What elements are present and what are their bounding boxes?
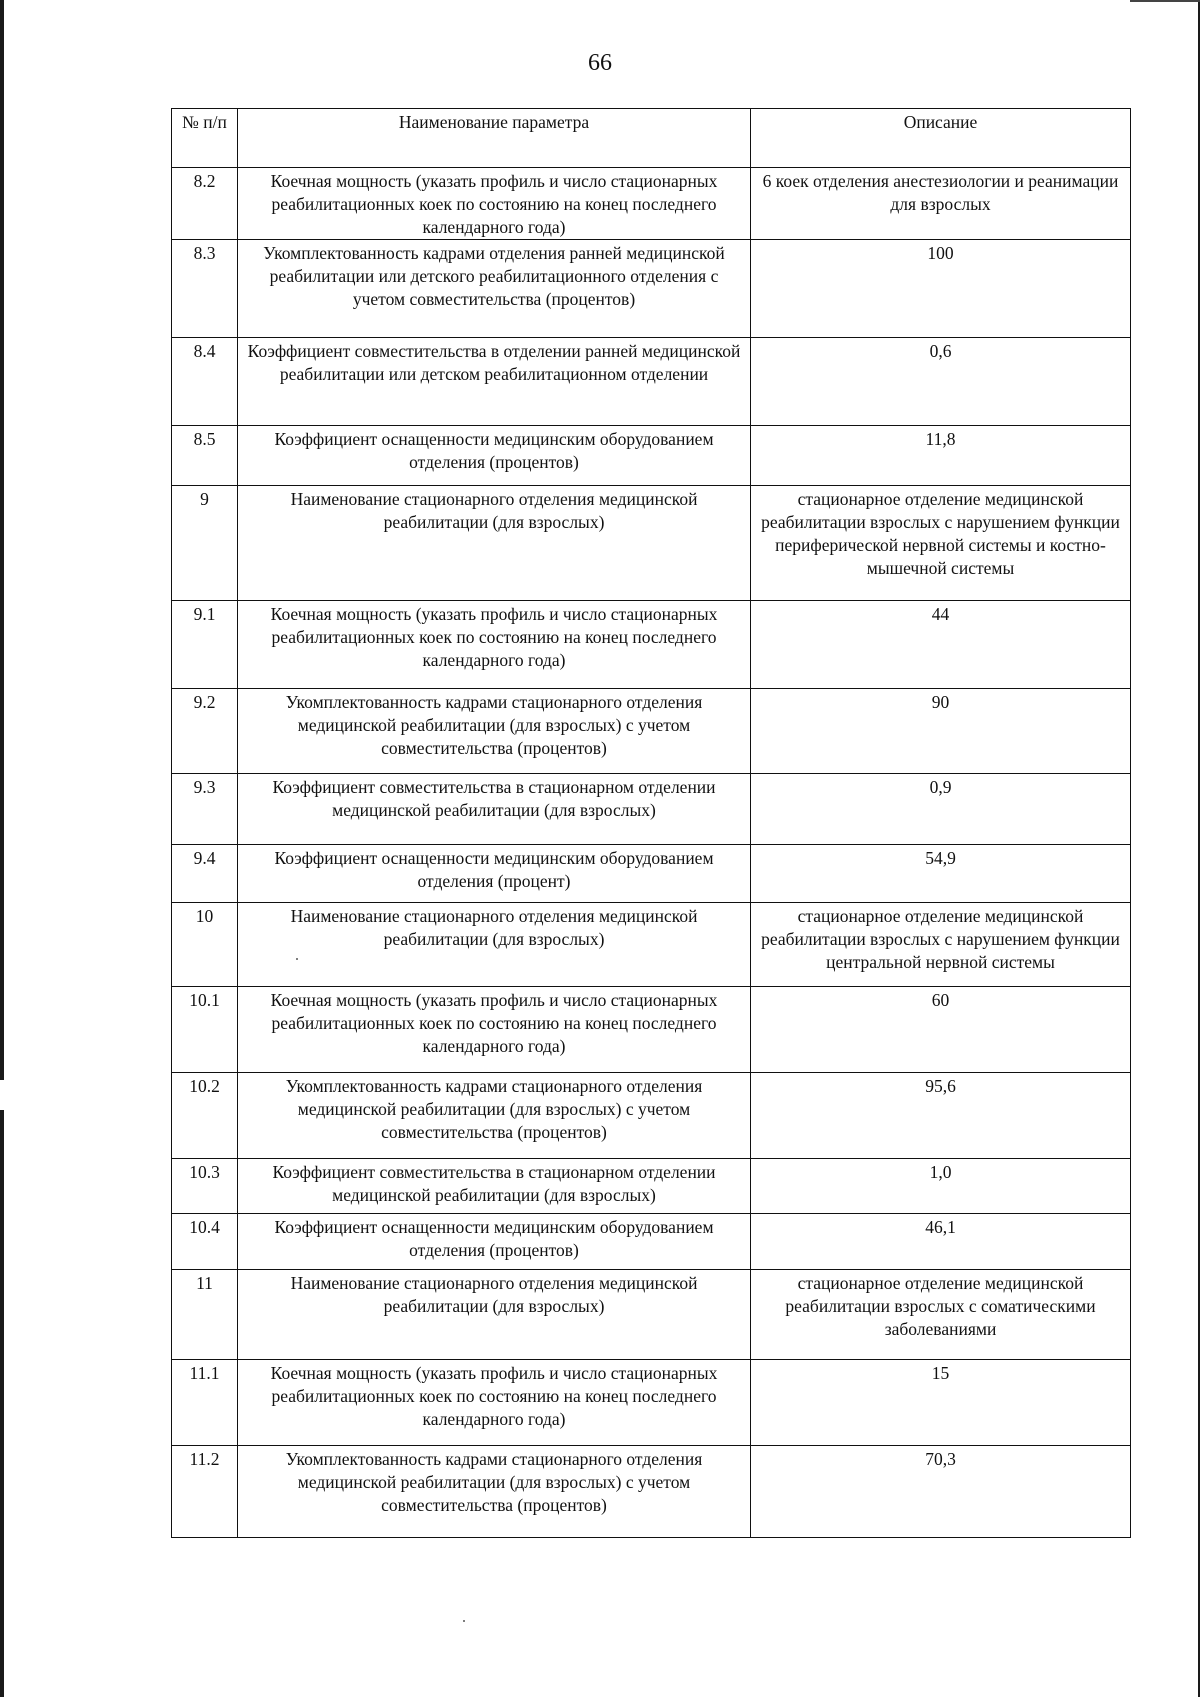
row-description: 1,0 [751,1159,1131,1214]
row-number: 8.3 [172,240,238,338]
row-description: 15 [751,1360,1131,1446]
table-row [172,1270,1131,1360]
row-name: Коечная мощность (указать профиль и число стационарных реабилитационных коек по состоянию на конец последнего календарного года) [238,601,751,689]
table-row [172,486,1131,601]
row-description: 95,6 [751,1073,1131,1159]
table-row [172,774,1131,845]
row-name: Укомплектованность кадрами стационарного отделения медицинской реабилитации (для взрослых) с учетом совместительства (процентов) [238,1446,751,1538]
row-number: 10.1 [172,987,238,1073]
table-row [172,240,1131,338]
row-name: Коечная мощность (указать профиль и число стационарных реабилитационных коек по состоянию на конец последнего календарного года) [238,168,751,240]
table-header-row [172,109,1131,168]
table-row [172,426,1131,486]
row-description: 60 [751,987,1131,1073]
row-name: Наименование стационарного отделения медицинской реабилитации (для взрослых) [238,1270,751,1360]
header-description: Описание [751,109,1131,168]
row-description: 54,9 [751,845,1131,903]
row-number: 11.2 [172,1446,238,1538]
scan-top-stroke [1130,0,1200,2]
row-number: 9 [172,486,238,601]
row-number: 11.1 [172,1360,238,1446]
row-description: 70,3 [751,1446,1131,1538]
table-row [172,1073,1131,1159]
row-description: 11,8 [751,426,1131,486]
table-row [172,903,1131,987]
row-number: 8.2 [172,168,238,240]
row-description: стационарное отделение медицинской реабилитации взрослых с соматическими заболеваниями [751,1270,1131,1360]
parameters-table [171,108,1131,1538]
row-description: 6 коек отделения анестезиологии и реанимации для взрослых [751,168,1131,240]
row-name: Наименование стационарного отделения медицинской реабилитации (для взрослых) [238,486,751,601]
row-number: 9.2 [172,689,238,774]
row-number: 10 [172,903,238,987]
row-description: 44 [751,601,1131,689]
table-row [172,1360,1131,1446]
row-name: Коэффициент совместительства в отделении ранней медицинской реабилитации или детском реабилитационном отделении [238,338,751,426]
table-row [172,601,1131,689]
row-name: Укомплектованность кадрами стационарного отделения медицинской реабилитации (для взрослых) с учетом совместительства (процентов) [238,689,751,774]
row-number: 10.3 [172,1159,238,1214]
row-description: 0,9 [751,774,1131,845]
scan-speck [463,1620,465,1622]
row-number: 10.2 [172,1073,238,1159]
header-name: Наименование параметра [238,109,751,168]
scan-speck [296,958,298,960]
table-row [172,845,1131,903]
row-name: Коэффициент совместительства в стационарном отделении медицинской реабилитации (для взрослых) [238,774,751,845]
row-number: 8.4 [172,338,238,426]
row-name: Коэффициент совместительства в стационарном отделении медицинской реабилитации (для взрослых) [238,1159,751,1214]
row-name: Наименование стационарного отделения медицинской реабилитации (для взрослых) [238,903,751,987]
table-row [172,689,1131,774]
row-description: стационарное отделение медицинской реабилитации взрослых с нарушением функции центральной нервной системы [751,903,1131,987]
row-number: 9.3 [172,774,238,845]
row-name: Коэффициент оснащенности медицинским оборудованием отделения (процент) [238,845,751,903]
row-name: Коэффициент оснащенности медицинским оборудованием отделения (процентов) [238,426,751,486]
row-description: стационарное отделение медицинской реабилитации взрослых с нарушением функции периферической нервной системы и костно-мышечной системы [751,486,1131,601]
row-number: 9.1 [172,601,238,689]
row-number: 9.4 [172,845,238,903]
row-name: Коэффициент оснащенности медицинским оборудованием отделения (процентов) [238,1214,751,1270]
table-row [172,987,1131,1073]
table-row [172,1446,1131,1538]
page-number: 66 [588,50,612,76]
row-description: 0,6 [751,338,1131,426]
row-number: 8.5 [172,426,238,486]
row-description: 90 [751,689,1131,774]
row-name: Коечная мощность (указать профиль и число стационарных реабилитационных коек по состоянию на конец последнего календарного года) [238,1360,751,1446]
table-row [172,1159,1131,1214]
header-number: № п/п [172,109,238,168]
row-description: 100 [751,240,1131,338]
row-name: Коечная мощность (указать профиль и число стационарных реабилитационных коек по состоянию на конец последнего календарного года) [238,987,751,1073]
row-name: Укомплектованность кадрами отделения ранней медицинской реабилитации или детского реабилитационного отделения с учетом совместительства (процентов) [238,240,751,338]
table-row [172,1214,1131,1270]
row-number: 10.4 [172,1214,238,1270]
row-name: Укомплектованность кадрами стационарного отделения медицинской реабилитации (для взрослых) с учетом совместительства (процентов) [238,1073,751,1159]
table-row [172,168,1131,240]
row-number: 11 [172,1270,238,1360]
table-row [172,338,1131,426]
scan-edge-left [0,0,4,1697]
row-description: 46,1 [751,1214,1131,1270]
